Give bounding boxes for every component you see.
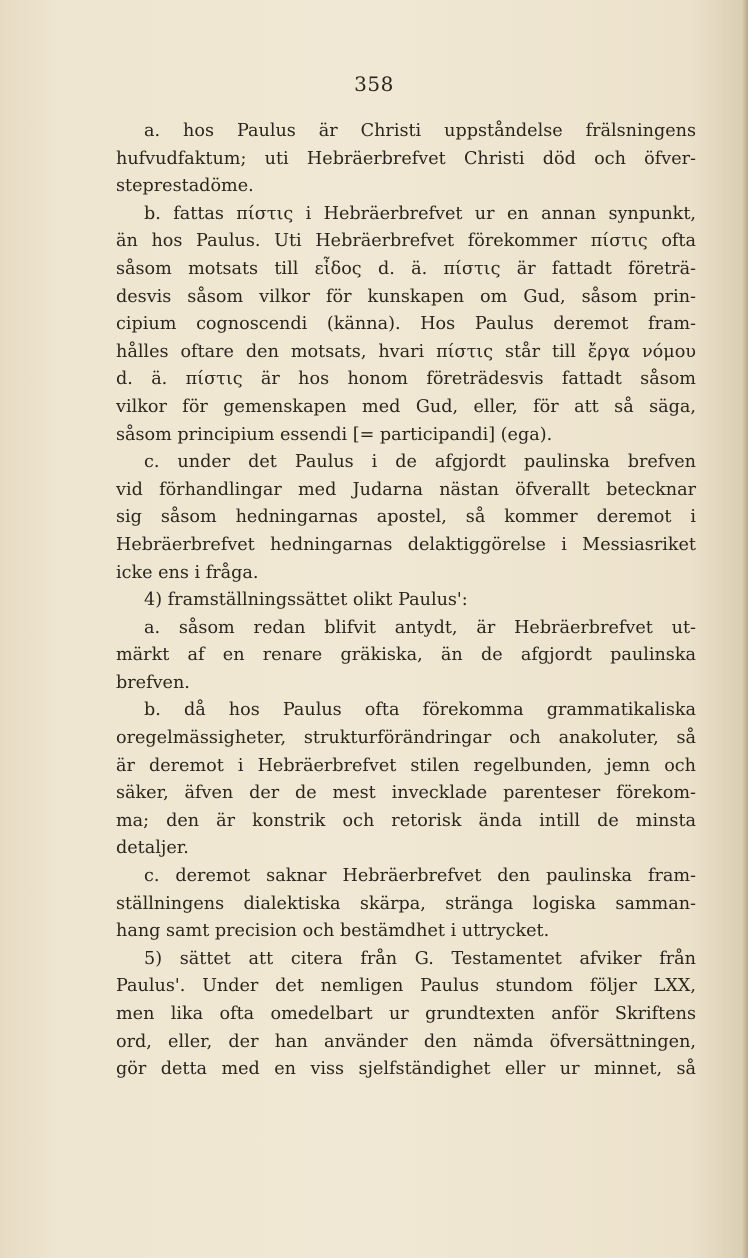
page-edge-shadow xyxy=(742,0,748,1258)
text-line: d. ä. πίστις är hos honom företrädesvis fattadt såsom xyxy=(116,369,696,390)
text-line: steprestadöme. xyxy=(116,176,254,197)
page-number: 358 xyxy=(354,72,394,96)
text-line: men lika ofta omedelbart ur grundtexten anför Skriftens xyxy=(116,1004,696,1024)
text-line: ma; den är konstrik och retorisk ända intill de minsta xyxy=(116,810,696,831)
text-line: desvis såsom vilkor för kunskapen om Gud, såsom prin- xyxy=(116,286,696,307)
text-line: b. då hos Paulus ofta förekomma grammatikaliska xyxy=(144,700,696,721)
text-line: brefven. xyxy=(116,672,190,693)
text-line: säker, äfven der de mest invecklade parenteser förekom- xyxy=(116,783,696,804)
text-line: ord, eller, der han använder den nämda öfversättningen, xyxy=(116,1031,696,1052)
text-line: icke ens i fråga. xyxy=(116,562,259,583)
text-line: a. hos Paulus är Christi uppståndelse frälsningens xyxy=(144,121,696,141)
body-text xyxy=(116,118,696,1084)
text-line: Paulus'. Under det nemligen Paulus stundom följer LXX, xyxy=(116,976,696,997)
text-line: vid förhandlingar med Judarna nästan öfverallt betecknar xyxy=(116,479,696,500)
text-line: än hos Paulus. Uti Hebräerbrefvet förekommer πίστις ofta xyxy=(116,231,696,252)
text-line: såsom principium essendi [= participandi] (ega). xyxy=(116,424,553,445)
text-line: gör detta med en viss sjelfständighet eller ur minnet, så xyxy=(116,1059,696,1080)
text-line: cipium cognoscendi (känna). Hos Paulus deremot fram- xyxy=(116,314,696,335)
text-line: 5) sättet att citera från G. Testamentet afviker från xyxy=(144,948,696,969)
text-line: oregelmässigheter, strukturförändringar och anakoluter, så xyxy=(116,728,696,749)
text-line: vilkor för gemenskapen med Gud, eller, för att så säga, xyxy=(116,396,696,417)
text-line: c. under det Paulus i de afgjordt paulinska brefven xyxy=(144,452,696,473)
text-line: sig såsom hedningarnas apostel, så kommer deremot i xyxy=(116,507,696,528)
text-line: hufvudfaktum; uti Hebräerbrefvet Christi död och öfver- xyxy=(116,148,696,169)
text-line: 4) framställningssättet olikt Paulus': xyxy=(144,590,468,611)
text-line: hålles oftare den motsats, hvari πίστις står till ἔργα νόμου xyxy=(116,341,696,362)
text-line: a. såsom redan blifvit antydt, är Hebräerbrefvet ut- xyxy=(144,617,696,638)
text-line: c. deremot saknar Hebräerbrefvet den paulinska fram- xyxy=(144,866,696,887)
text-line: hang samt precision och bestämdhet i uttrycket. xyxy=(116,921,550,942)
text-line: såsom motsats till εἶδος d. ä. πίστις är fattadt företrä- xyxy=(116,258,696,279)
text-line: märkt af en renare gräkiska, än de afgjordt paulinska xyxy=(116,645,696,666)
text-line: detaljer. xyxy=(116,838,189,859)
text-line: är deremot i Hebräerbrefvet stilen regelbunden, jemn och xyxy=(116,755,696,776)
text-line: ställningens dialektiska skärpa, stränga logiska samman- xyxy=(116,893,696,914)
text-line: Hebräerbrefvet hedningarnas delaktiggörelse i Messiasriket xyxy=(116,534,696,555)
text-line: b. fattas πίστις i Hebräerbrefvet ur en annan synpunkt, xyxy=(144,203,696,224)
